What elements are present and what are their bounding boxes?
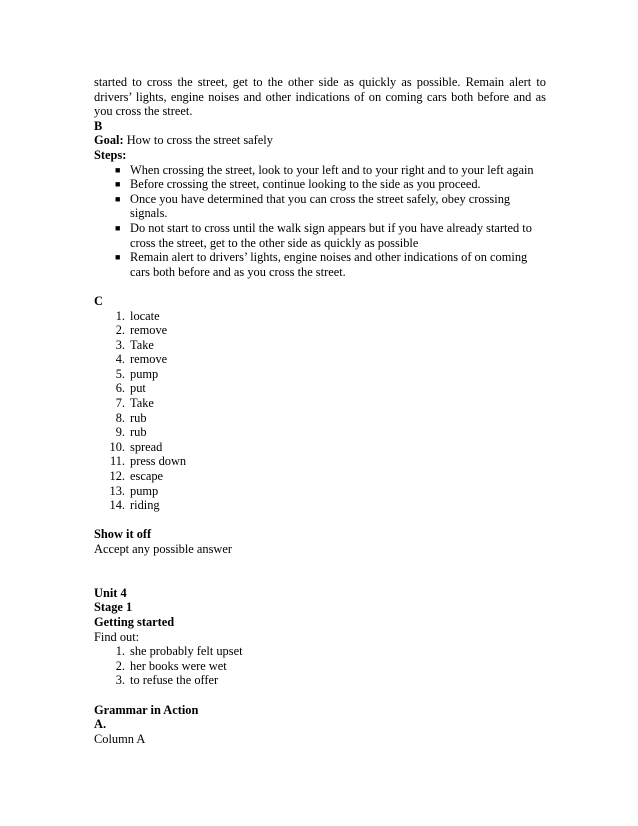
list-item: 3. Take	[115, 337, 154, 352]
list-item: 2. remove	[115, 323, 168, 338]
steps-label: Steps:	[94, 147, 127, 162]
intro-paragraph: started to cross the street, get to the other side as quickly as possible. Remain alert to drivers’ lights, engine noises and other indications of on coming cars both before and as you cross the street.	[94, 75, 546, 119]
square-bullet-icon: ■	[115, 193, 121, 204]
list-item: 1. locate	[115, 308, 160, 323]
list-item: ■ Once you have determined that you can cross the street safely, obey crossing signals.	[115, 191, 511, 221]
find-out-list	[94, 644, 546, 688]
list-item: 14. riding	[109, 498, 160, 513]
show-it-off-text: Accept any possible answer	[94, 542, 232, 556]
list-item: 7. Take	[115, 396, 154, 411]
unit-title: Unit 4	[94, 585, 127, 600]
square-bullet-icon: ■	[115, 179, 121, 190]
find-out-label: Find out:	[94, 629, 140, 644]
list-item: 12. escape	[109, 469, 164, 484]
list-item: 8. rub	[115, 410, 147, 425]
getting-started-heading: Getting started	[94, 614, 175, 629]
goal-text: How to cross the street safely	[123, 133, 273, 148]
goal-line	[94, 133, 546, 148]
section-b-heading: B	[94, 118, 103, 133]
list-item: 13. pump	[109, 483, 159, 498]
grammar-sub-heading: A.	[94, 717, 107, 732]
list-item: ■ Remain alert to drivers’ lights, engine noises and other indications of on coming cars both before and as you cross the street.	[115, 250, 528, 279]
section-c-heading: C	[94, 293, 103, 308]
show-it-off-heading: Show it off	[94, 527, 152, 542]
list-item: 6. put	[115, 381, 146, 396]
list-item: 11. press down	[109, 454, 187, 469]
square-bullet-icon: ■	[115, 252, 121, 263]
square-bullet-icon: ■	[115, 164, 121, 175]
list-item: ■ Do not start to cross until the walk sign appears but if you have already started to cross the street, get to the other side as quickly as possible	[115, 220, 532, 250]
list-item: 2. her books were wet	[115, 658, 227, 673]
list-item: 5. pump	[115, 366, 159, 381]
list-item: 10. spread	[109, 439, 163, 454]
section-c-list	[94, 309, 546, 513]
grammar-heading: Grammar in Action	[94, 702, 199, 717]
list-item: 3. to refuse the offer	[115, 673, 219, 688]
list-item: ■ Before crossing the street, continue looking to the side as you proceed.	[115, 177, 481, 192]
list-item: 9. rub	[115, 425, 147, 440]
square-bullet-icon: ■	[115, 222, 121, 233]
stage-title: Stage 1	[94, 600, 133, 615]
list-item: ■ When crossing the street, look to your left and to your right and to your left again	[115, 162, 534, 177]
column-a-label: Column A	[94, 731, 146, 746]
list-item: 1. she probably felt upset	[115, 644, 243, 659]
steps-list	[94, 163, 546, 280]
goal-label: Goal:	[94, 133, 124, 148]
document-page	[94, 75, 546, 746]
list-item: 4. remove	[115, 352, 168, 367]
